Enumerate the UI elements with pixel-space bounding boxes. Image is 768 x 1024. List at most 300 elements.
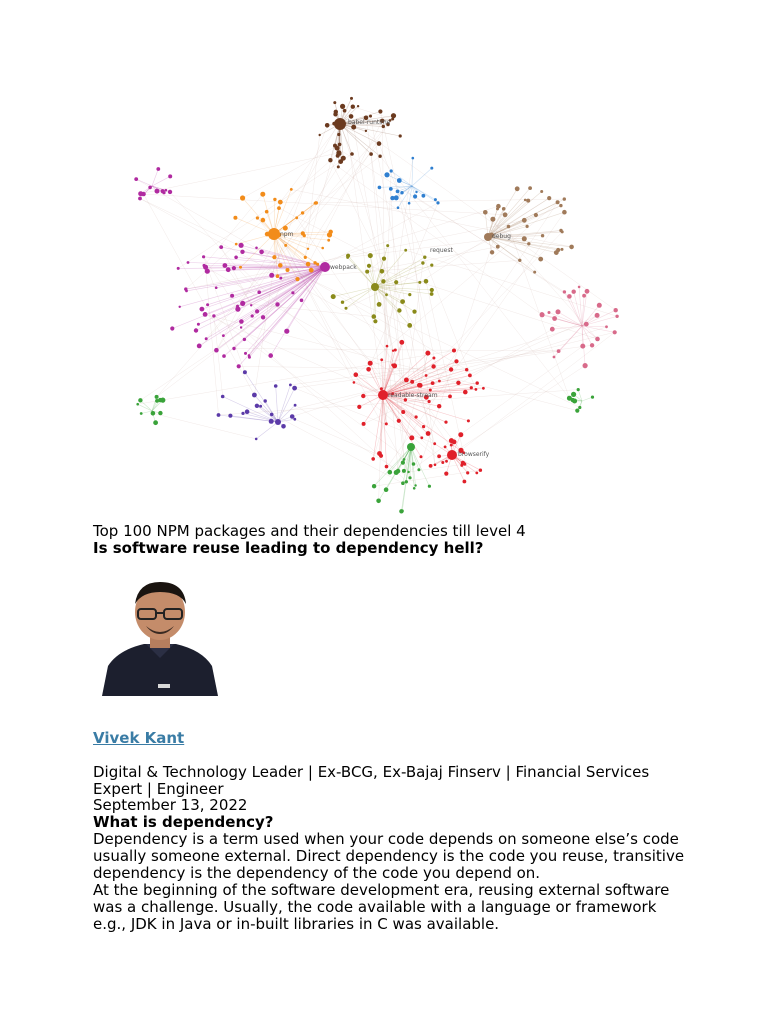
graph-node [185, 290, 188, 293]
paragraph-1: Dependency is a term used when your code depends on someone else’s code usually someone external. Direct dependency is the code you reuse, transitive dependency is the dependency of the code you depend on. [93, 830, 685, 882]
graph-node [408, 293, 411, 296]
graph-node [372, 314, 377, 319]
graph-hub-node [371, 283, 379, 291]
graph-node [431, 364, 435, 368]
graph-node [275, 302, 279, 306]
node-label-readable: readable-stream [388, 392, 438, 399]
graph-node [331, 294, 336, 299]
author-name-link[interactable]: Vivek Kant [93, 729, 185, 747]
graph-node [401, 481, 405, 485]
graph-node [378, 155, 381, 158]
graph-edge [374, 212, 564, 486]
graph-node [476, 381, 479, 384]
graph-node [445, 460, 448, 463]
graph-node [362, 422, 366, 426]
author-title: Digital & Technology Leader | Ex-BCG, Ex-Bajaj Finserv | Financial Services Expert | Engineer [93, 763, 650, 798]
graph-node [284, 244, 287, 247]
graph-node [590, 343, 594, 347]
graph-node [223, 263, 228, 268]
graph-node [160, 398, 165, 403]
graph-edge [406, 250, 617, 316]
graph-node [561, 248, 564, 251]
graph-edge [374, 287, 375, 317]
graph-node [357, 405, 361, 409]
graph-node [283, 226, 288, 231]
graph-edge [144, 194, 506, 215]
graph-node [380, 387, 383, 390]
graph-node [240, 195, 245, 200]
graph-node [368, 253, 373, 258]
graph-node [197, 344, 202, 349]
graph-node [449, 438, 454, 443]
graph-edge [542, 315, 582, 326]
graph-node [412, 310, 416, 314]
graph-node [449, 367, 453, 371]
graph-node [410, 380, 414, 384]
graph-node [385, 293, 388, 296]
graph-node [458, 432, 463, 437]
graph-node [170, 326, 174, 330]
graph-node [386, 345, 389, 348]
graph-node [222, 354, 226, 358]
graph-node [155, 189, 160, 194]
graph-node [353, 381, 356, 384]
graph-node [369, 115, 372, 118]
graph-node [409, 435, 414, 440]
graph-node [203, 312, 208, 317]
graph-node [381, 279, 385, 283]
graph-node [386, 244, 389, 247]
graph-node [475, 388, 478, 391]
graph-node [136, 403, 139, 406]
graph-node [380, 269, 385, 274]
graph-hub-node [484, 233, 492, 241]
graph-node [518, 259, 521, 262]
graph-node [432, 357, 435, 360]
graph-node [418, 383, 423, 388]
graph-node [217, 413, 221, 417]
graph-node [273, 198, 276, 201]
graph-node [177, 267, 180, 270]
graph-edge [214, 316, 223, 397]
graph-edge [262, 252, 325, 267]
graph-node [414, 484, 416, 486]
graph-node [572, 290, 576, 294]
graph-node [321, 247, 324, 250]
graph-node [405, 480, 408, 483]
graph-node [522, 236, 527, 241]
graph-node [228, 414, 232, 418]
graph-node [343, 109, 347, 113]
graph-node [540, 312, 545, 317]
graph-node [367, 264, 371, 268]
graph-node [615, 315, 618, 318]
graph-node [278, 200, 283, 205]
graph-node [434, 198, 437, 201]
graph-node [467, 419, 470, 422]
graph-node [450, 444, 453, 447]
graph-node [243, 370, 247, 374]
graph-node [286, 268, 290, 272]
graph-node [437, 454, 441, 458]
graph-node [234, 256, 238, 260]
graph-edge [140, 199, 403, 344]
graph-node [260, 192, 265, 197]
graph-node [613, 330, 617, 334]
graph-node [444, 421, 447, 424]
graph-node [179, 306, 181, 308]
graph-node [306, 262, 311, 267]
graph-node [378, 186, 382, 190]
graph-node [138, 398, 142, 402]
graph-node [382, 257, 386, 261]
graph-node [377, 141, 382, 146]
graph-node [235, 243, 238, 246]
graph-node [314, 202, 317, 205]
graph-node [433, 442, 436, 445]
graph-node [556, 200, 560, 204]
graph-node [441, 461, 444, 464]
graph-node [236, 305, 239, 308]
graph-node [563, 290, 566, 293]
graph-node [557, 349, 561, 353]
figure-caption: Top 100 NPM packages and their dependencies till level 4 [93, 522, 526, 540]
graph-node [528, 186, 532, 190]
graph-node [448, 395, 452, 399]
graph-node [155, 399, 159, 403]
graph-node [338, 143, 342, 147]
graph-node [168, 174, 172, 178]
graph-node [365, 270, 369, 274]
graph-node [397, 419, 401, 423]
graph-node [274, 384, 278, 388]
graph-node [418, 281, 421, 284]
graph-node [351, 105, 355, 109]
graph-node [206, 303, 209, 306]
graph-node [377, 302, 382, 307]
graph-node [394, 349, 397, 352]
graph-node [248, 354, 251, 357]
graph-node [233, 216, 237, 220]
graph-node [417, 468, 420, 471]
graph-node [168, 190, 172, 194]
graph-edge [136, 179, 152, 186]
graph-node [407, 471, 409, 473]
graph-node [300, 299, 304, 303]
graph-node [502, 207, 506, 211]
graph-node [577, 388, 580, 391]
graph-node [187, 261, 190, 264]
graph-edge [138, 404, 152, 411]
graph-node [547, 196, 551, 200]
graph-node [349, 114, 354, 119]
graph-edge [412, 186, 438, 203]
graph-node [350, 97, 353, 100]
graph-node [158, 411, 162, 415]
graph-edge [272, 332, 615, 414]
graph-node [341, 156, 346, 161]
graph-node [527, 242, 530, 245]
graph-node [434, 464, 437, 467]
graph-node [399, 509, 403, 513]
graph-node [526, 225, 529, 228]
graph-node [197, 323, 200, 326]
graph-edge [141, 153, 339, 194]
graph-node [340, 104, 345, 109]
graph-node [215, 286, 218, 289]
graph-node [463, 390, 468, 395]
graph-node [428, 400, 431, 403]
graph-edge [434, 232, 563, 367]
graph-node [420, 455, 423, 458]
node-label-babel: babel-runtime [348, 119, 391, 126]
graph-node [380, 358, 383, 361]
graph-node [290, 414, 295, 419]
graph-node [333, 112, 337, 116]
graph-node [243, 338, 246, 341]
graph-node [212, 314, 215, 317]
graph-node [404, 378, 409, 383]
graph-node [390, 196, 394, 200]
graph-node [540, 190, 543, 193]
graph-edge [141, 411, 152, 414]
graph-node [569, 245, 574, 250]
graph-edge [305, 111, 344, 258]
graph-node [385, 465, 389, 469]
graph-node [423, 256, 426, 259]
publish-date: September 13, 2022 [93, 796, 248, 814]
node-label-request: request [430, 247, 453, 254]
graph-node [194, 328, 198, 332]
node-label-npm: npm [280, 231, 294, 238]
graph-node [444, 472, 448, 476]
graph-node [307, 248, 309, 250]
graph-node [507, 225, 511, 229]
graph-node [304, 256, 307, 259]
graph-node [239, 319, 244, 324]
graph-node [371, 457, 375, 461]
graph-node [268, 353, 273, 358]
graph-node [226, 267, 231, 272]
graph-node [138, 197, 142, 201]
graph-node [392, 363, 397, 368]
graph-node [301, 211, 304, 214]
graph-node [550, 327, 555, 332]
graph-node [524, 199, 527, 202]
graph-node [284, 329, 289, 334]
graph-node [325, 123, 330, 128]
graph-node [316, 263, 319, 266]
graph-node [389, 187, 393, 191]
graph-node [372, 484, 376, 488]
graph-node [454, 359, 458, 363]
graph-node [422, 425, 425, 428]
graph-node [265, 210, 269, 214]
graph-node [269, 273, 274, 278]
graph-node [430, 288, 434, 292]
graph-node [155, 395, 159, 399]
graph-edge [278, 385, 290, 422]
graph-node [156, 167, 160, 171]
graph-node [438, 380, 441, 383]
graph-node [541, 234, 544, 237]
graph-node [421, 261, 424, 264]
dependency-network-graph [112, 86, 652, 518]
graph-node [401, 410, 405, 414]
graph-node [241, 412, 244, 415]
graph-node [256, 216, 259, 219]
graph-hub-node [320, 262, 330, 272]
graph-node [396, 469, 401, 474]
graph-edge [295, 419, 381, 456]
graph-node [578, 286, 581, 289]
graph-node [319, 134, 321, 136]
graph-node [468, 374, 472, 378]
graph-node [222, 334, 225, 337]
graph-node [151, 411, 156, 416]
graph-node [335, 146, 340, 151]
graph-node [251, 314, 254, 317]
graph-node [413, 487, 416, 490]
graph-node [412, 462, 416, 466]
graph-node [582, 294, 586, 298]
graph-node [526, 199, 530, 203]
graph-node [205, 337, 208, 340]
graph-node [490, 217, 495, 222]
article-headline: Is software reuse leading to dependency hell? [93, 539, 484, 557]
graph-node [202, 255, 205, 258]
graph-node [328, 158, 332, 162]
graph-node [412, 157, 415, 160]
graph-node [397, 308, 401, 312]
graph-node [552, 316, 557, 321]
graph-node [255, 438, 258, 441]
graph-node [575, 409, 579, 413]
graph-node [430, 264, 433, 267]
graph-node [463, 480, 467, 484]
graph-node [429, 464, 433, 468]
graph-node [134, 177, 138, 181]
graph-node [583, 363, 588, 368]
graph-edge [343, 287, 376, 302]
graph-node [291, 291, 294, 294]
graph-node [408, 476, 411, 479]
graph-hub-node [378, 390, 388, 400]
node-label-browserify: browserify [458, 451, 490, 458]
graph-edge [447, 332, 615, 461]
graph-node [368, 361, 373, 366]
graph-node [361, 394, 365, 398]
graph-node [259, 250, 264, 255]
graph-node [503, 212, 508, 217]
graph-node [337, 165, 340, 168]
graph-node [562, 210, 567, 215]
graph-nodes [134, 97, 619, 514]
graph-node [460, 464, 463, 467]
graph-edge [140, 317, 263, 400]
graph-node [436, 201, 439, 204]
node-label-debug: debug [492, 233, 511, 240]
graph-node [245, 409, 250, 414]
graph-node [522, 218, 527, 223]
section-heading: What is dependency? [93, 813, 274, 831]
graph-node [378, 109, 382, 113]
graph-node [244, 352, 247, 355]
graph-node [444, 446, 447, 449]
graph-node [591, 396, 594, 399]
graph-node [559, 204, 562, 207]
graph-node [496, 245, 500, 249]
graph-node [153, 420, 158, 425]
graph-node [425, 374, 428, 377]
graph-node [556, 248, 560, 252]
graph-node [350, 152, 354, 156]
graph-node [397, 206, 400, 209]
graph-node [255, 404, 259, 408]
graph-edge [186, 220, 525, 289]
graph-node [571, 392, 576, 397]
graph-node [430, 292, 434, 296]
graph-node [466, 471, 469, 474]
node-label-webpack: webpack [330, 264, 357, 271]
graph-node [289, 384, 292, 387]
graph-node [404, 249, 407, 252]
graph-node [580, 344, 585, 349]
graph-node [239, 243, 244, 248]
graph-node [276, 274, 280, 278]
graph-node [329, 230, 333, 234]
graph-node [567, 294, 572, 299]
graph-node [396, 190, 400, 194]
graph-node [270, 413, 274, 417]
graph-node [437, 404, 441, 408]
graph-node [401, 461, 405, 465]
graph-node [232, 266, 236, 270]
graph-node [293, 418, 296, 421]
graph-hub-node [275, 419, 281, 425]
graph-node [337, 133, 340, 136]
graph-node [294, 404, 297, 407]
graph-node [595, 337, 600, 342]
graph-node [346, 256, 349, 259]
graph-node [345, 307, 348, 310]
graph-node [148, 186, 152, 190]
graph-node [232, 347, 235, 350]
graph-node [295, 277, 299, 281]
graph-node [277, 206, 281, 210]
graph-node [303, 234, 306, 237]
graph-node [407, 323, 412, 328]
graph-node [333, 101, 336, 104]
graph-node [264, 399, 267, 402]
graph-node [397, 178, 402, 183]
graph-edge [353, 107, 393, 119]
graph-edge [204, 194, 263, 265]
graph-node [463, 463, 466, 466]
graph-node [240, 250, 244, 254]
graph-node [585, 289, 590, 294]
graph-node [483, 210, 488, 215]
graph-node [553, 356, 556, 359]
graph-node [465, 368, 468, 371]
graph-node [415, 191, 417, 193]
graph-node [470, 386, 473, 389]
graph-node [563, 197, 566, 200]
graph-node [161, 189, 165, 193]
graph-node [295, 216, 298, 219]
graph-hub-node [334, 118, 346, 130]
graph-node [456, 381, 460, 385]
